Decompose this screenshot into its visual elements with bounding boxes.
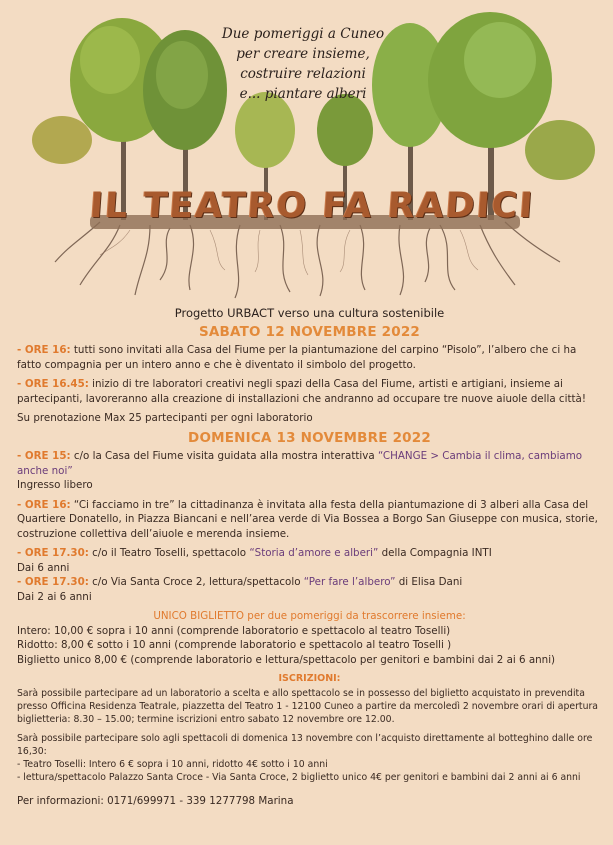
sunday-item [17,575,602,590]
event-quote: “CHANGE > Cambia il clima, cambiamo anche noi” [17,450,583,477]
event-text: c/o il Teatro Toselli, spettacolo [88,547,250,559]
event-text: inizio di tre laboratori creativi negli spazi della Casa del Fiume, artisti e artigiani, insieme ai partecipanti, lavoreranno alla creazione di installazioni che andranno ad occupare tre nuove aiuole della città! [17,378,586,405]
tagline-line: e... piantare alberi [239,86,367,102]
contact-info: Per informazioni: 0171/699971 - 339 1277798 Marina [17,794,294,807]
event-time: - ORE 16: [17,498,71,511]
sunday-item [17,498,602,542]
event-time: - ORE 15: [17,450,71,462]
event-note: Ingresso libero [17,479,93,491]
registration-line: Sarà possibile partecipare solo agli spettacoli di domenica 13 novembre con l’acquisto direttamente al botteghino dalle ore 16,30: [17,732,593,757]
ticket-line: Ridotto: 8,00 € sotto i 10 anni (comprende laboratorio e spettacolo al teatro Toselli ) [17,639,452,651]
event-time: - ORE 17.30: [17,547,89,559]
event-text-after: di Elisa Dani [395,576,463,588]
poster-title: IL TEATRO FA RADICI [88,186,536,226]
ticket-line: Intero: 10,00 € sopra i 10 anni (comprende laboratorio e spettacolo al teatro Toselli) [17,624,451,637]
booking-note: Su prenotazione Max 25 partecipanti per ogni laboratorio [17,412,313,424]
hero-illustration [0,0,613,300]
registration-line: - Teatro Toselli: Intero 6 € sopra i 10 anni, ridotto 4€ sotto i 10 anni [17,758,328,770]
event-text-after: della Compagnia INTI [378,547,492,559]
ticket-heading: UNICO BIGLIETTO per due pomeriggi da trascorrere insieme: [153,610,466,622]
event-text: tutti sono invitati alla Casa del Fiume per la piantumazione del carpino “Pisolo”, l’albero che ci ha fatto compagnia per un intero anno e che è diventato il simbolo del progetto. [17,344,577,371]
event-note: Dai 2 ai 6 anni [17,590,92,603]
event-text: c/o Via Santa Croce 2, lettura/spettacolo [88,576,304,588]
tagline-line: Due pomeriggi a Cuneo [221,26,385,42]
event-text: “Ci facciamo in tre” la cittadinanza è invitata alla festa della piantumazione di 3 alberi alla Casa del Quartiere Donatello, in Piazza Biancani e nell’area verde di Via Bossea a Borgo San Giuseppe con musica, storie, costruzione collettiva dell’aiuole e merenda insieme. [17,498,598,540]
sunday-heading: DOMENICA 13 NOVEMBRE 2022 [188,429,431,446]
event-time: - ORE 16.45: [17,378,89,390]
saturday-item [17,377,602,406]
event-quote: “Storia d’amore e alberi” [249,547,379,559]
sunday-item [17,546,602,561]
registration-text: Sarà possibile partecipare ad un laboratorio a scelta e allo spettacolo se in possesso del biglietto acquistato in prevendita presso Officina Residenza Teatrale, piazzetta del Teatro 1 - 12100 Cuneo a partire da mercoledì 2 novembre orari di apertura biglietteria: 8.30 – 15.00; termine iscrizioni entro sabato 12 novembre ore 12.00. [17,687,598,725]
event-time: - ORE 17.30: [17,576,89,588]
tagline [198,24,408,104]
ticket-line: Biglietto unico 8,00 € (comprende laboratorio e lettura/spettacolo per genitori e bambini dai 2 ai 6 anni) [17,653,556,666]
sunday-item [17,449,602,478]
saturday-heading: SABATO 12 NOVEMBRE 2022 [198,323,421,340]
event-quote: “Per fare l’albero” [303,576,396,588]
registration-line: - lettura/spettacolo Palazzo Santa Croce - Via Santa Croce, 2 biglietto unico 4€ per genitori e bambini dai 2 anni ai 6 anni [17,771,581,783]
saturday-item [17,343,602,372]
tagline-line: per creare insieme, [236,46,370,62]
tagline-line: costruire relazioni [240,66,366,82]
registration-heading: ISCRIZIONI: [278,673,341,684]
project-subtitle: Progetto URBACT verso una cultura sostenibile [174,306,445,320]
event-note: Dai 6 anni [17,561,70,574]
poster-content [17,306,602,808]
event-text: c/o la Casa del Fiume visita guidata alla mostra interattiva [70,450,378,462]
event-time: - ORE 16: [17,344,71,356]
